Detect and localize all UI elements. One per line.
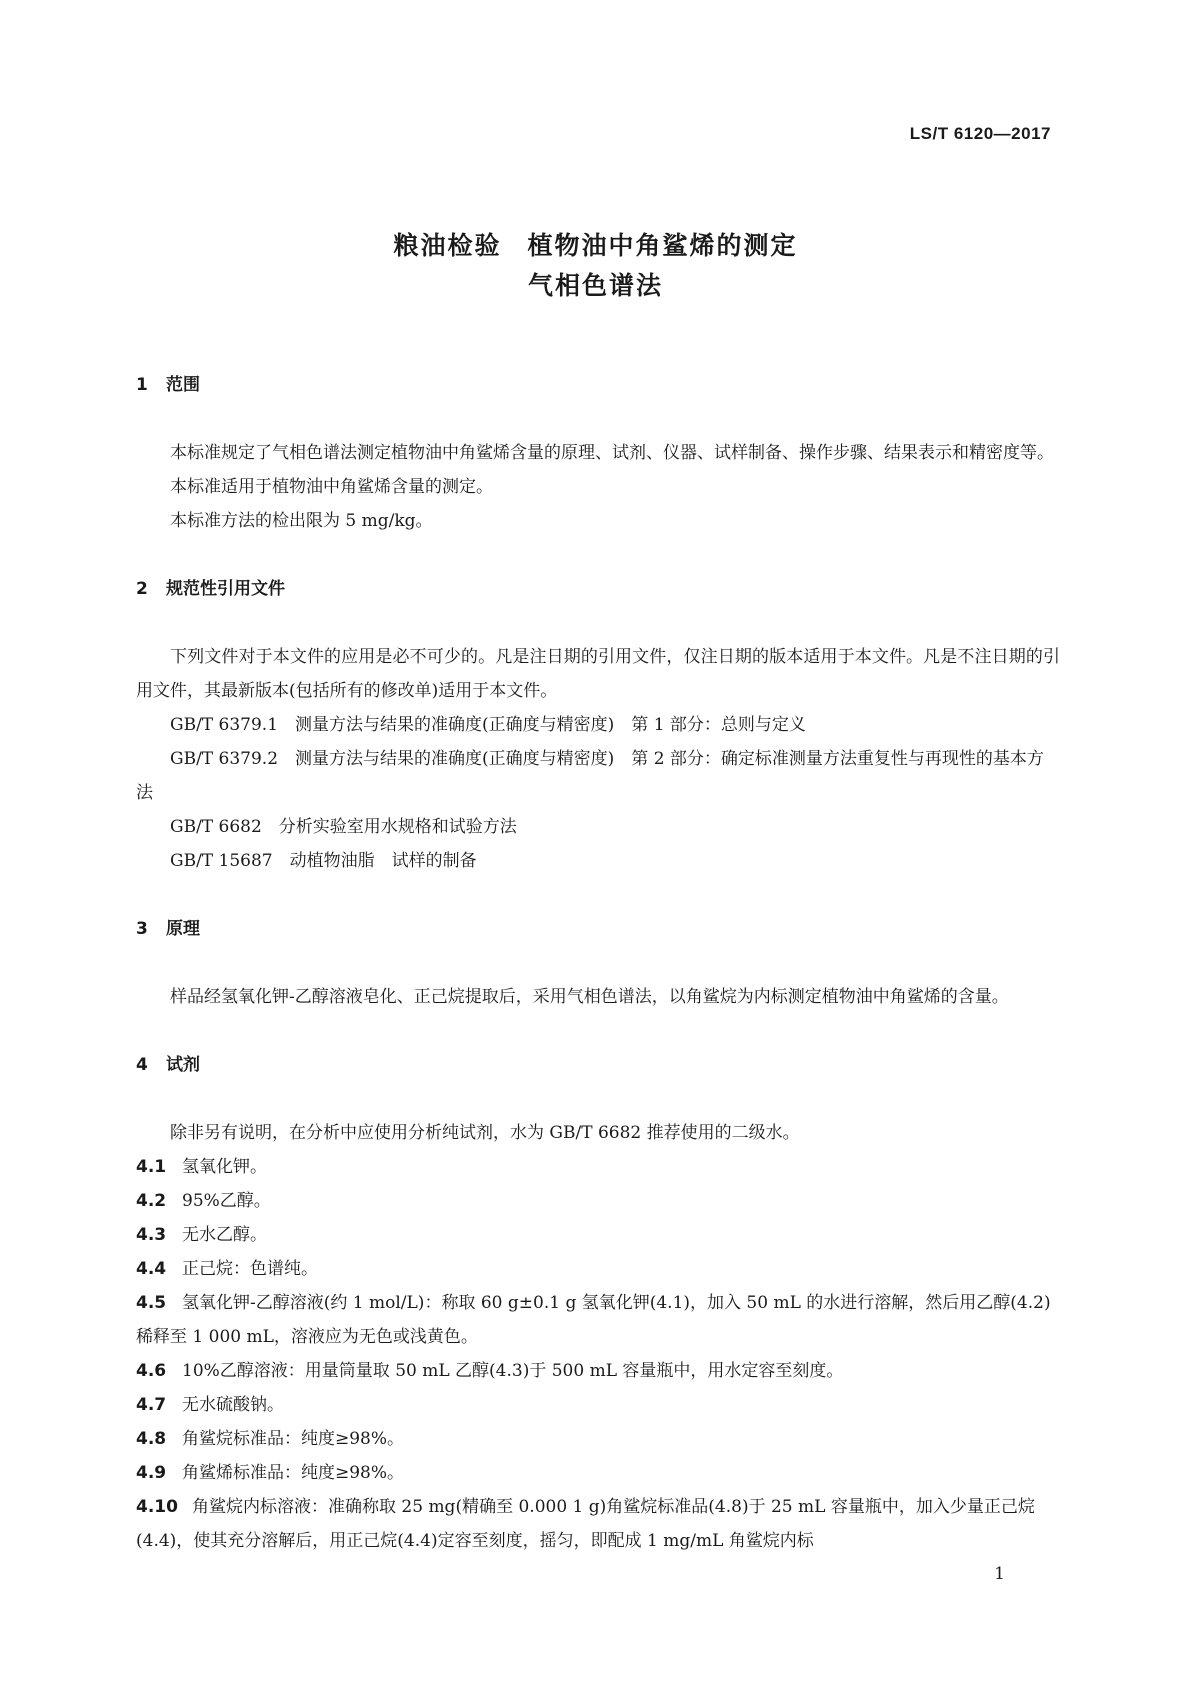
paragraph: 本标准规定了气相色谱法测定植物油中角鲨烯含量的原理、试剂、仪器、试样制备、操作步骤、结果表示和精密度等。: [170, 443, 1054, 463]
reagent-item: [136, 1388, 1060, 1422]
item-text: 95%乙醇。: [182, 1191, 271, 1211]
section-title: 原理: [166, 919, 200, 939]
item-number: 4.6: [136, 1361, 167, 1381]
title-line-1: [0, 226, 1191, 266]
reagent-item: [136, 1422, 1060, 1456]
document-title: [0, 226, 1191, 306]
reagent-item: [136, 1354, 1060, 1388]
reagent-item: [136, 1286, 1060, 1354]
section-number: 4: [136, 1055, 148, 1075]
item-number: 4.1: [136, 1157, 167, 1177]
item-number: 4.9: [136, 1463, 167, 1483]
item-text: 10%乙醇溶液：用量筒量取 50 mL 乙醇(4.3)于 500 mL 容量瓶中，用水定容至刻度。: [182, 1361, 844, 1381]
document-body: [136, 368, 1060, 1558]
item-text: 正己烷：色谱纯。: [182, 1259, 318, 1279]
title-line-2: 气相色谱法: [527, 271, 663, 300]
section-number: 2: [136, 579, 148, 599]
reagent-item: [136, 1252, 1060, 1286]
item-number: 4.10: [136, 1497, 178, 1517]
section-heading-3: [136, 912, 1060, 946]
page-number: 1: [994, 1564, 1005, 1584]
reagent-item: [136, 1456, 1060, 1490]
reference-item: GB/T 6682 分析实验室用水规格和试验方法: [170, 817, 517, 837]
reagent-item: [136, 1150, 1060, 1184]
item-number: 4.8: [136, 1429, 167, 1449]
section-number: 1: [136, 375, 148, 395]
reference-item: GB/T 6379.1 测量方法与结果的准确度(正确度与精密度) 第 1 部分：总则与定义: [170, 715, 806, 735]
item-number: 4.3: [136, 1225, 167, 1245]
item-text: 角鲨烯标准品：纯度≥98%。: [182, 1463, 405, 1483]
item-text: 无水乙醇。: [182, 1225, 267, 1245]
section-heading-2: [136, 572, 1060, 606]
reagent-item: [136, 1184, 1060, 1218]
item-number: 4.4: [136, 1259, 167, 1279]
item-text: 氢氧化钾-乙醇溶液(约 1 mol/L)：称取 60 g±0.1 g 氢氧化钾(4.1)，加入 50 mL 的水进行溶解，然后用乙醇(4.2)稀释至 1 000 mL，溶液应为无色或浅黄色。: [136, 1293, 1051, 1347]
item-text: 角鲨烷内标溶液：准确称取 25 mg(精确至 0.000 1 g)角鲨烷标准品(4.8)于 25 mL 容量瓶中，加入少量正己烷(4.4)，使其充分溶解后，用正己烷(4.4)定容至刻度，摇匀，即配成 1 mg/mL 角鲨烷内标: [136, 1497, 1035, 1551]
paragraph: 本标准适用于植物油中角鲨烯含量的测定。: [170, 477, 493, 497]
item-text: 角鲨烷标准品：纯度≥98%。: [182, 1429, 405, 1449]
item-text: 无水硫酸钠。: [182, 1395, 284, 1415]
section-number: 3: [136, 919, 148, 939]
title-part-a: 粮油检验: [393, 231, 502, 260]
item-number: 4.2: [136, 1191, 167, 1211]
item-number: 4.7: [136, 1395, 167, 1415]
section-title: 规范性引用文件: [166, 579, 285, 599]
section-heading-4: [136, 1048, 1060, 1082]
reference-item: GB/T 15687 动植物油脂 试样的制备: [170, 851, 477, 871]
paragraph: 本标准方法的检出限为 5 mg/kg。: [170, 511, 433, 531]
section-title: 范围: [166, 375, 200, 395]
section-title: 试剂: [166, 1055, 200, 1075]
title-part-b: 植物油中角鲨烯的测定: [527, 231, 798, 260]
paragraph: 除非另有说明，在分析中应使用分析纯试剂，水为 GB/T 6682 推荐使用的二级水。: [170, 1123, 800, 1143]
paragraph: 样品经氢氧化钾-乙醇溶液皂化、正己烷提取后，采用气相色谱法，以角鲨烷为内标测定植物油中角鲨烯的含量。: [170, 987, 1009, 1007]
item-text: 氢氧化钾。: [182, 1157, 267, 1177]
section-heading-1: [136, 368, 1060, 402]
reagent-item: [136, 1218, 1060, 1252]
standard-code: LS/T 6120—2017: [909, 124, 1051, 143]
item-number: 4.5: [136, 1293, 167, 1313]
reference-item: GB/T 6379.2 测量方法与结果的准确度(正确度与精密度) 第 2 部分：确定标准测量方法重复性与再现性的基本方法: [136, 749, 1044, 803]
paragraph: 下列文件对于本文件的应用是必不可少的。凡是注日期的引用文件，仅注日期的版本适用于本文件。凡是不注日期的引用文件，其最新版本(包括所有的修改单)适用于本文件。: [136, 647, 1060, 701]
reagent-item: [136, 1490, 1060, 1558]
